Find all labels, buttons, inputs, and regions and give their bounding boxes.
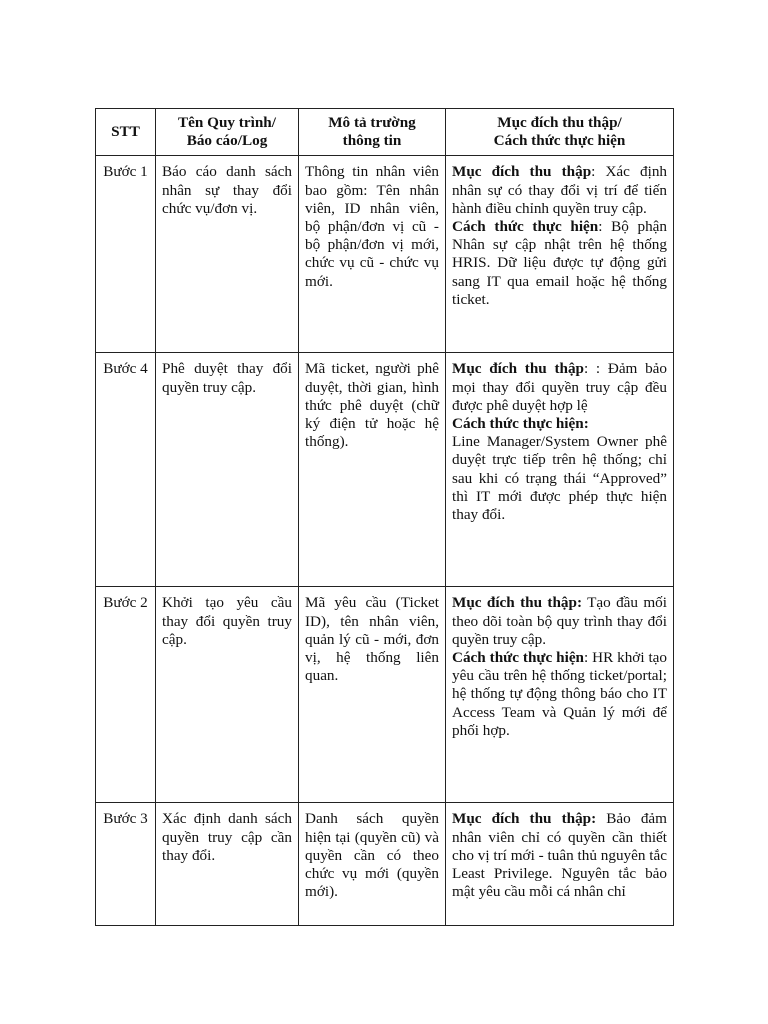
method-label: Cách thức thực hiện: [452, 218, 599, 236]
purpose-method: [446, 803, 674, 926]
method-text: Line Manager/System Owner phê duyệt trực tiếp trên hệ thống; chỉ sau khi có trạng thái “Approved” thì IT mới được phép thực hiện thay đổi.: [452, 433, 667, 524]
purpose-text: Bảo đảm nhân viên chỉ có quyền cần thiết cho vị trí mới - tuân thủ nguyên tắc Least Privilege. Nguyên tắc bảo mật yêu cầu mỗi cá nhân chỉ: [452, 810, 667, 901]
purpose-label: Mục đích thu thập:: [452, 594, 583, 612]
purpose-text: : Xác định nhân sự có thay đổi vị trí để tiến hành điều chỉnh quyền truy cập.: [452, 163, 668, 217]
step-number: Bước 2: [96, 587, 156, 803]
table-row: [96, 353, 674, 587]
field-description: Mã ticket, người phê duyệt, thời gian, hình thức phê duyệt (chữ ký điện tử hoặc hệ thống).: [299, 353, 446, 587]
header-purpose-line2: Cách thức thực hiện: [493, 132, 626, 150]
header-stt: STT: [96, 109, 156, 156]
purpose-text: : : Đảm bảo mọi thay đổi quyền truy cập đều được phê duyệt hợp lệ: [452, 360, 668, 414]
step-number: Bước 4: [96, 353, 156, 587]
header-desc: [299, 109, 446, 156]
field-description: Mã yêu cầu (Ticket ID), tên nhân viên, quản lý cũ - mới, đơn vị, hệ thống liên quan.: [299, 587, 446, 803]
purpose-text: Tạo đầu mối theo dõi toàn bộ quy trình thay đổi quyền truy cập.: [452, 594, 667, 648]
purpose-label: Mục đích thu thập: [452, 163, 592, 181]
table-row: [96, 587, 674, 803]
table-row: [96, 156, 674, 353]
table-header-row: [96, 109, 674, 156]
method-text: : HR khởi tạo yêu cầu trên hệ thống ticket/portal; hệ thống tự động thông báo cho IT Access Team và Quản lý mới để phối hợp.: [452, 649, 668, 739]
header-purpose: [446, 109, 674, 156]
step-number: Bước 3: [96, 803, 156, 926]
header-desc-line1: Mô tả trường: [328, 114, 416, 131]
header-name-line2: Báo cáo/Log: [186, 132, 268, 150]
process-name: Phê duyệt thay đổi quyền truy cập.: [156, 353, 299, 587]
field-description: Thông tin nhân viên bao gồm: Tên nhân viên, ID nhân viên, bộ phận/đơn vị cũ - bộ phận/đơn vị mới, chức vụ cũ - chức vụ mới.: [299, 156, 446, 353]
header-desc-line2: thông tin: [342, 132, 402, 150]
header-name: [156, 109, 299, 156]
process-table: [95, 108, 674, 926]
purpose-label: Mục đích thu thập: [452, 360, 584, 378]
process-name: Khởi tạo yêu cầu thay đổi quyền truy cập.: [156, 587, 299, 803]
header-name-line1: Tên Quy trình/: [178, 114, 276, 131]
process-name: Báo cáo danh sách nhân sự thay đổi chức vụ/đơn vị.: [156, 156, 299, 353]
method-label: Cách thức thực hiện: [452, 649, 585, 667]
header-purpose-line1: Mục đích thu thập/: [497, 114, 622, 131]
step-number: Bước 1: [96, 156, 156, 353]
method-label: Cách thức thực hiện:: [452, 415, 589, 433]
purpose-label: Mục đích thu thập:: [452, 810, 597, 828]
field-description: Danh sách quyền hiện tại (quyền cũ) và quyền cần có theo chức vụ mới (quyền mới).: [299, 803, 446, 926]
purpose-method: [446, 587, 674, 803]
purpose-method: [446, 353, 674, 587]
purpose-method: [446, 156, 674, 353]
method-text: : Bộ phận Nhân sự cập nhật trên hệ thống HRIS. Dữ liệu được tự động gửi sang IT qua email hoặc hệ thống ticket.: [452, 218, 667, 308]
table-row: [96, 803, 674, 926]
process-name: Xác định danh sách quyền truy cập cần thay đổi.: [156, 803, 299, 926]
